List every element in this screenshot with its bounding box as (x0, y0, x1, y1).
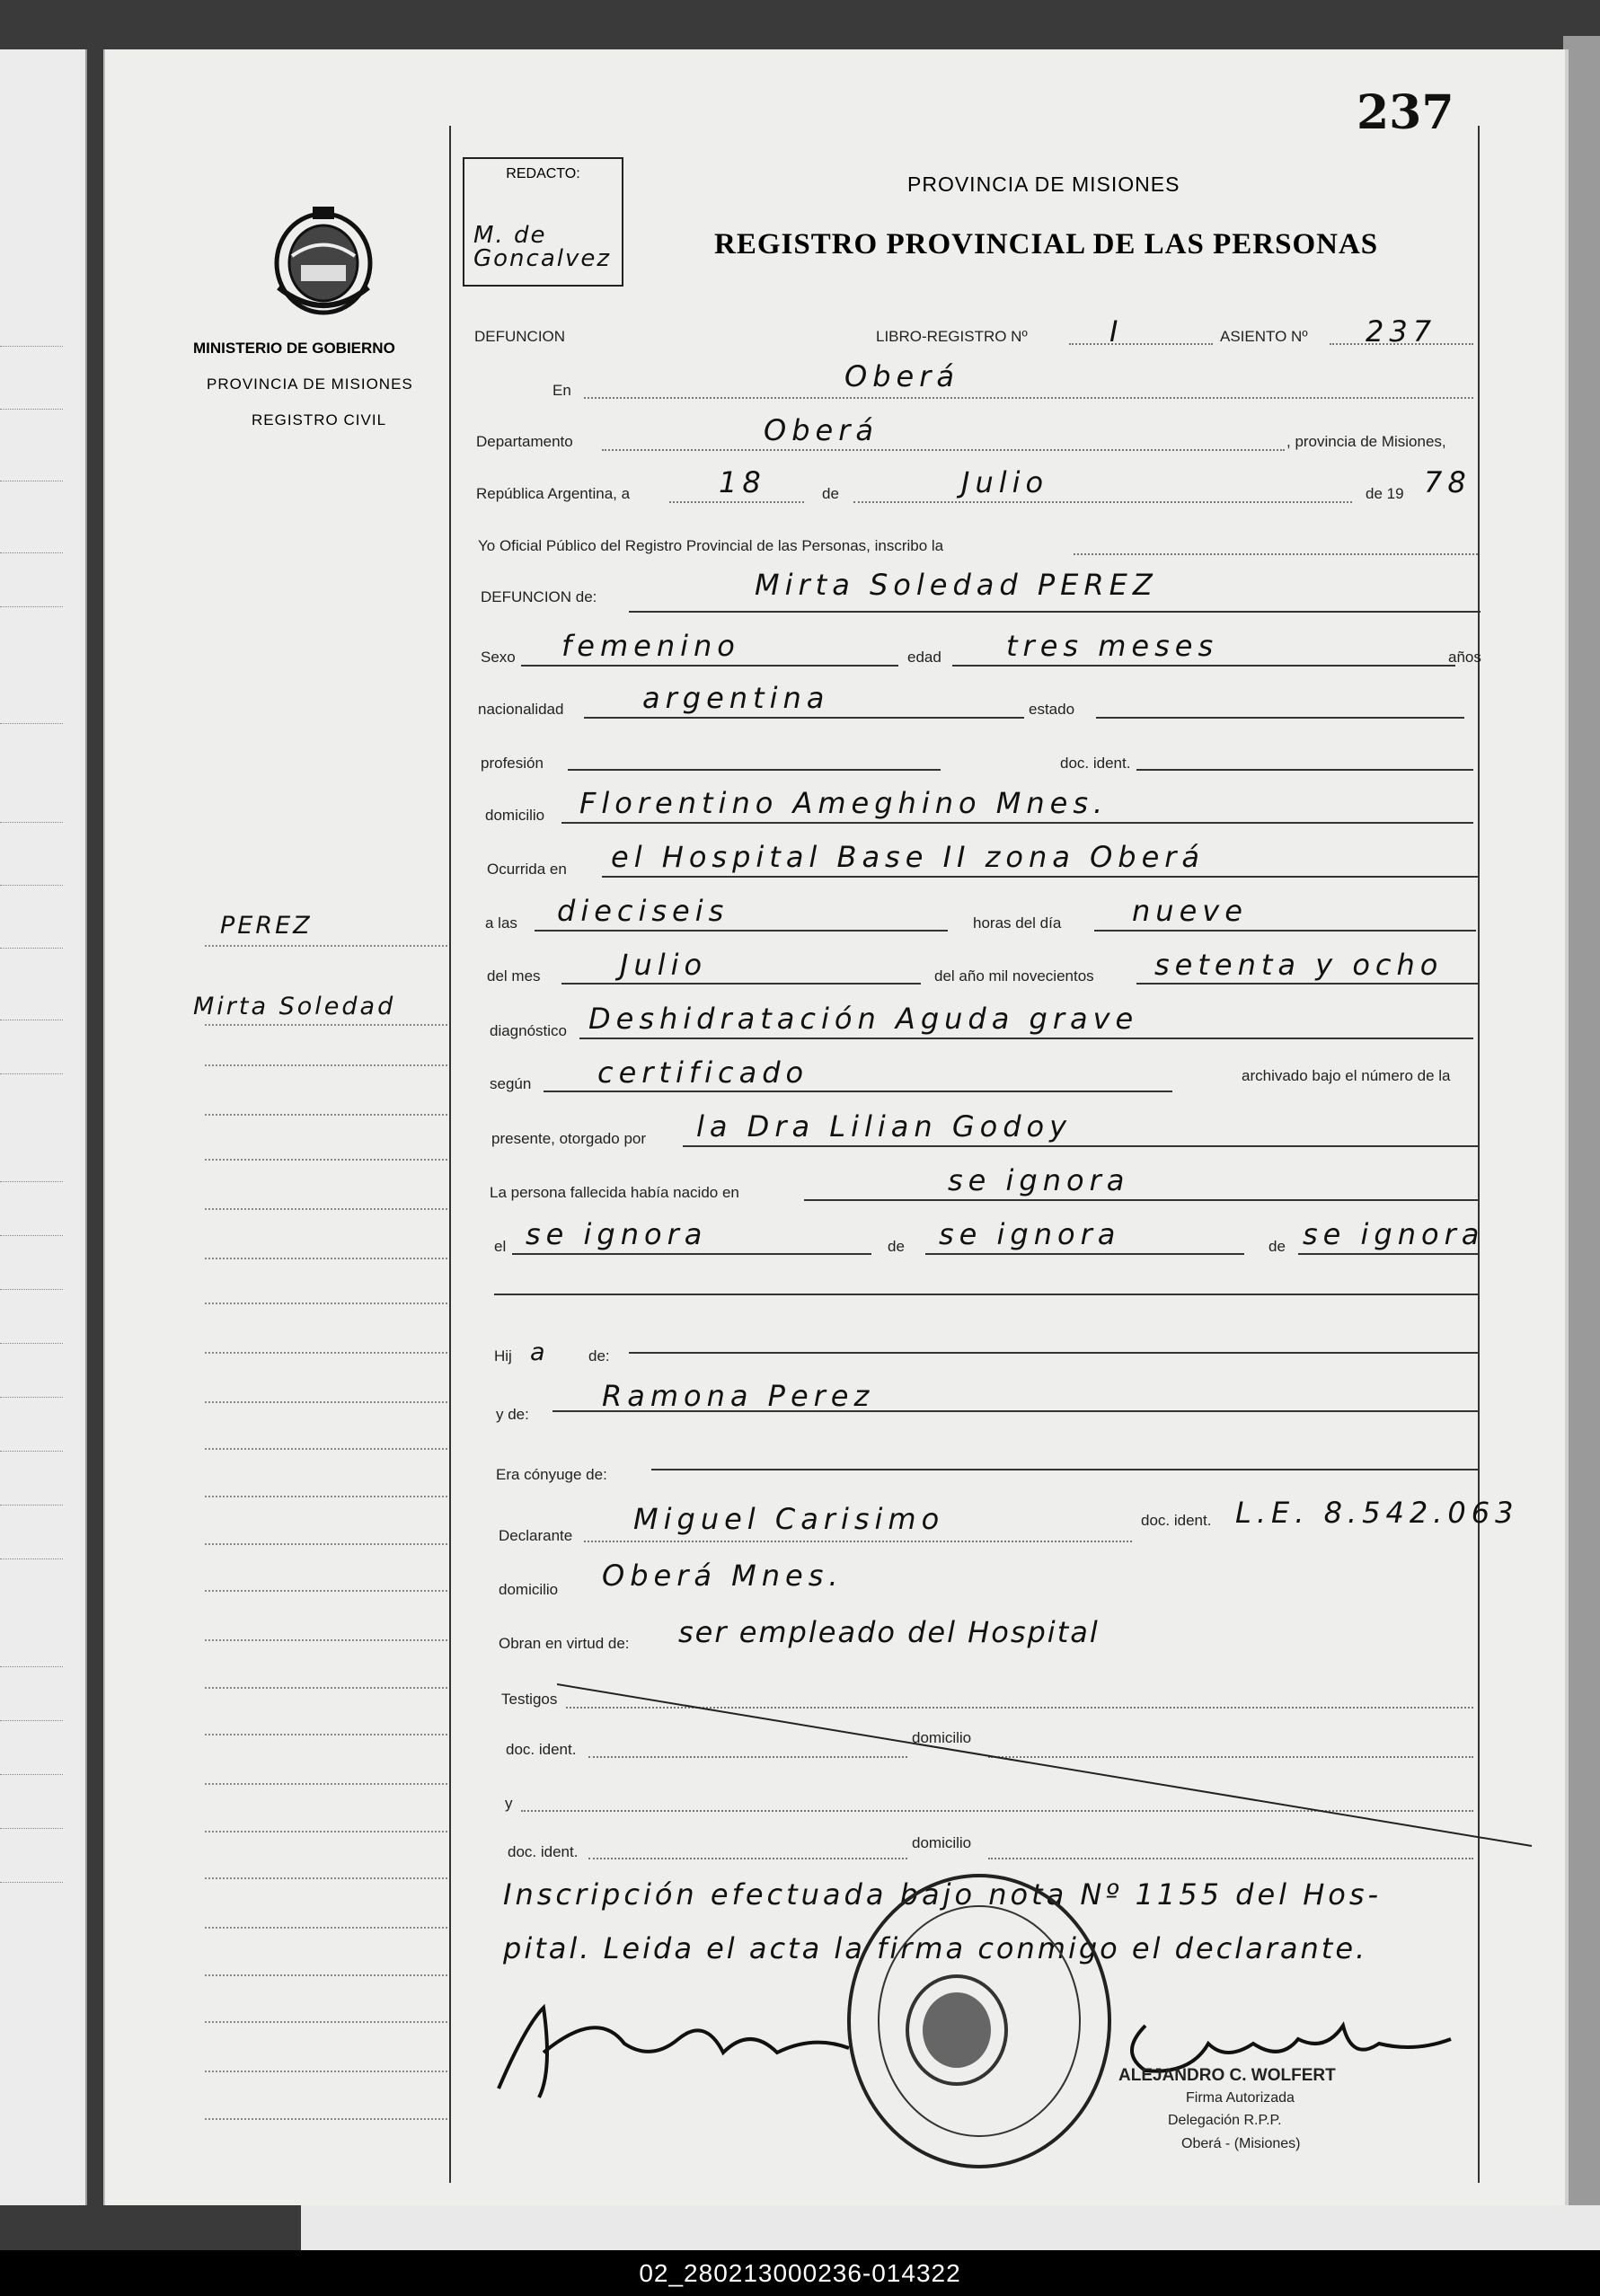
ministry-title: MINISTERIO DE GOBIERNO (193, 340, 395, 357)
nacido-label: La persona fallecida había nacido en (490, 1184, 739, 1201)
libro-value: I (1109, 314, 1124, 349)
declarante-doc-label: doc. ident. (1141, 1512, 1212, 1529)
domicilio-value: Florentino Ameghino Mnes. (579, 786, 1109, 820)
bottom-strip (301, 2205, 1600, 2250)
testigos-label: Testigos (501, 1691, 558, 1708)
t-y-label: y (505, 1795, 513, 1812)
de3-value: se ignora (1303, 1217, 1485, 1251)
mes-value: Julio (620, 948, 708, 982)
official-stamp-name: ALEJANDRO C. WOLFERT (1118, 2066, 1336, 2085)
book-edge (1563, 36, 1600, 2228)
de3-label: de (1269, 1238, 1286, 1255)
redacto-box (463, 157, 623, 287)
doc-ident-label: doc. ident. (1060, 755, 1131, 772)
margin-given-names: Mirta Soledad (193, 993, 396, 1020)
libro-label: LIBRO-REGISTRO Nº (876, 328, 1028, 345)
previous-page (0, 49, 87, 2205)
defuncion-title: DEFUNCION (474, 328, 566, 345)
decl-domicilio-label: domicilio (499, 1581, 559, 1598)
year-value: 78 (1424, 465, 1472, 499)
redacto-label: REDACTO: (506, 166, 580, 181)
declarante-doc-value: L.E. 8.542.063 (1235, 1496, 1519, 1530)
nacido-value: se ignora (948, 1163, 1130, 1197)
t-dom2-label: domicilio (912, 1834, 972, 1851)
delmes-label: del mes (487, 967, 541, 985)
decl-domicilio-value: Oberá Mnes. (602, 1559, 844, 1593)
segun-value: certificado (597, 1055, 809, 1090)
en-label: En (552, 382, 571, 399)
hora-value: dieciseis (557, 894, 729, 928)
official-seal-stamp (840, 1868, 1118, 2174)
footer-bar (0, 2250, 1600, 2296)
republica-label: República Argentina, a (476, 485, 631, 502)
dia-value: nueve (1132, 894, 1248, 928)
official-stamp-l4: Oberá - (Misiones) (1181, 2136, 1301, 2151)
declarant-signature (490, 1990, 867, 2106)
obran-label: Obran en virtud de: (499, 1635, 630, 1652)
estado-label: estado (1029, 701, 1075, 718)
segun-label: según (490, 1075, 532, 1092)
declarante-value: Miguel Carisimo (633, 1502, 945, 1536)
nacionalidad-label: nacionalidad (478, 701, 564, 718)
edad-value: tres meses (1006, 629, 1219, 663)
province-header: PROVINCIA DE MISIONES (907, 172, 1180, 196)
archivado-label: archivado bajo el número de la (1242, 1067, 1451, 1084)
note-line-2: pital. Leida el acta la firma conmigo el declarante. (503, 1931, 1368, 1965)
right-rule (1478, 126, 1480, 2183)
departamento-label: Departamento (476, 433, 573, 450)
testigos-strike-line (557, 1680, 1536, 1850)
asiento-label: ASIENTO Nº (1220, 328, 1308, 345)
redacto-line-2: Goncalvez (473, 245, 612, 272)
official-stamp-l3: Delegación R.P.P. (1168, 2113, 1282, 2128)
de2-label: de (888, 1238, 905, 1255)
conyuge-label: Era cónyuge de: (496, 1466, 607, 1483)
edad-label: edad (907, 649, 941, 666)
t-doc2-label: doc. ident. (508, 1843, 579, 1860)
el-value: se ignora (526, 1217, 708, 1251)
ocurrida-value: el Hospital Base II zona Oberá (611, 840, 1206, 874)
oficial-text: Yo Oficial Público del Registro Provincial de las Personas, inscribo la (478, 537, 944, 554)
day-value: 18 (719, 465, 766, 499)
year-prefix: de 19 (1366, 485, 1404, 502)
departamento-value: Oberá (764, 413, 879, 447)
sexo-value: femenino (561, 629, 740, 663)
el-label: el (494, 1238, 507, 1255)
defuncion-de-label: DEFUNCION de: (481, 588, 597, 605)
ano-value: setenta y ocho (1154, 948, 1444, 982)
official-stamp-l2: Firma Autorizada (1186, 2090, 1295, 2106)
mother-value: Ramona Perez (602, 1379, 875, 1413)
registry-header: REGISTRO PROVINCIAL DE LAS PERSONAS (714, 228, 1379, 261)
deceased-name: Mirta Soledad PEREZ (755, 568, 1158, 602)
diagnostico-label: diagnóstico (490, 1022, 568, 1039)
yde-label: y de: (496, 1406, 529, 1423)
redacto-handwritten (473, 224, 611, 270)
de-label: de (822, 485, 839, 502)
de2-value: se ignora (939, 1217, 1121, 1251)
anos-label: años (1448, 649, 1481, 666)
provincia-suffix: , provincia de Misiones, (1286, 433, 1446, 450)
t-doc1-label: doc. ident. (506, 1741, 577, 1758)
ocurrida-label: Ocurrida en (487, 861, 567, 878)
ministry-province: PROVINCIA DE MISIONES (207, 375, 413, 393)
domicilio-label: domicilio (485, 807, 545, 824)
en-value: Oberá (844, 359, 959, 393)
redacto-line-1: M. de (473, 222, 547, 249)
margin-rule (449, 126, 451, 2183)
profesion-label: profesión (481, 755, 544, 772)
ministry-registry: REGISTRO CIVIL (252, 411, 387, 428)
horas-label: horas del día (973, 914, 1062, 932)
footer-code: 02_280213000236-014322 (639, 2259, 961, 2287)
sexo-label: Sexo (481, 649, 516, 666)
page-number: 237 (1357, 85, 1454, 140)
margin-surname: PEREZ (220, 912, 313, 940)
declarante-label: Declarante (499, 1527, 573, 1544)
delano-label: del año mil novecientos (934, 967, 1094, 985)
presente-label: presente, otorgado por (491, 1130, 647, 1147)
presente-value: la Dra Lilian Godoy (696, 1109, 1073, 1144)
nacionalidad-value: argentina (642, 681, 830, 715)
t-dom1-label: domicilio (912, 1729, 972, 1746)
diagnostico-value: Deshidratación Aguda grave (588, 1002, 1139, 1036)
hij-suffix: a (530, 1338, 548, 1366)
note-line-1: Inscripción efectuada bajo nota Nº 1155 del Hos- (503, 1877, 1383, 1912)
month-value: Julio (961, 465, 1049, 499)
provincial-coat-of-arms-icon (261, 202, 386, 319)
alas-label: a las (485, 914, 517, 932)
hij-label: Hij (494, 1347, 512, 1364)
obran-value: ser empleado del Hospital (678, 1615, 1100, 1649)
hij-de-label: de: (588, 1347, 610, 1364)
asiento-value: 237 (1366, 314, 1437, 349)
